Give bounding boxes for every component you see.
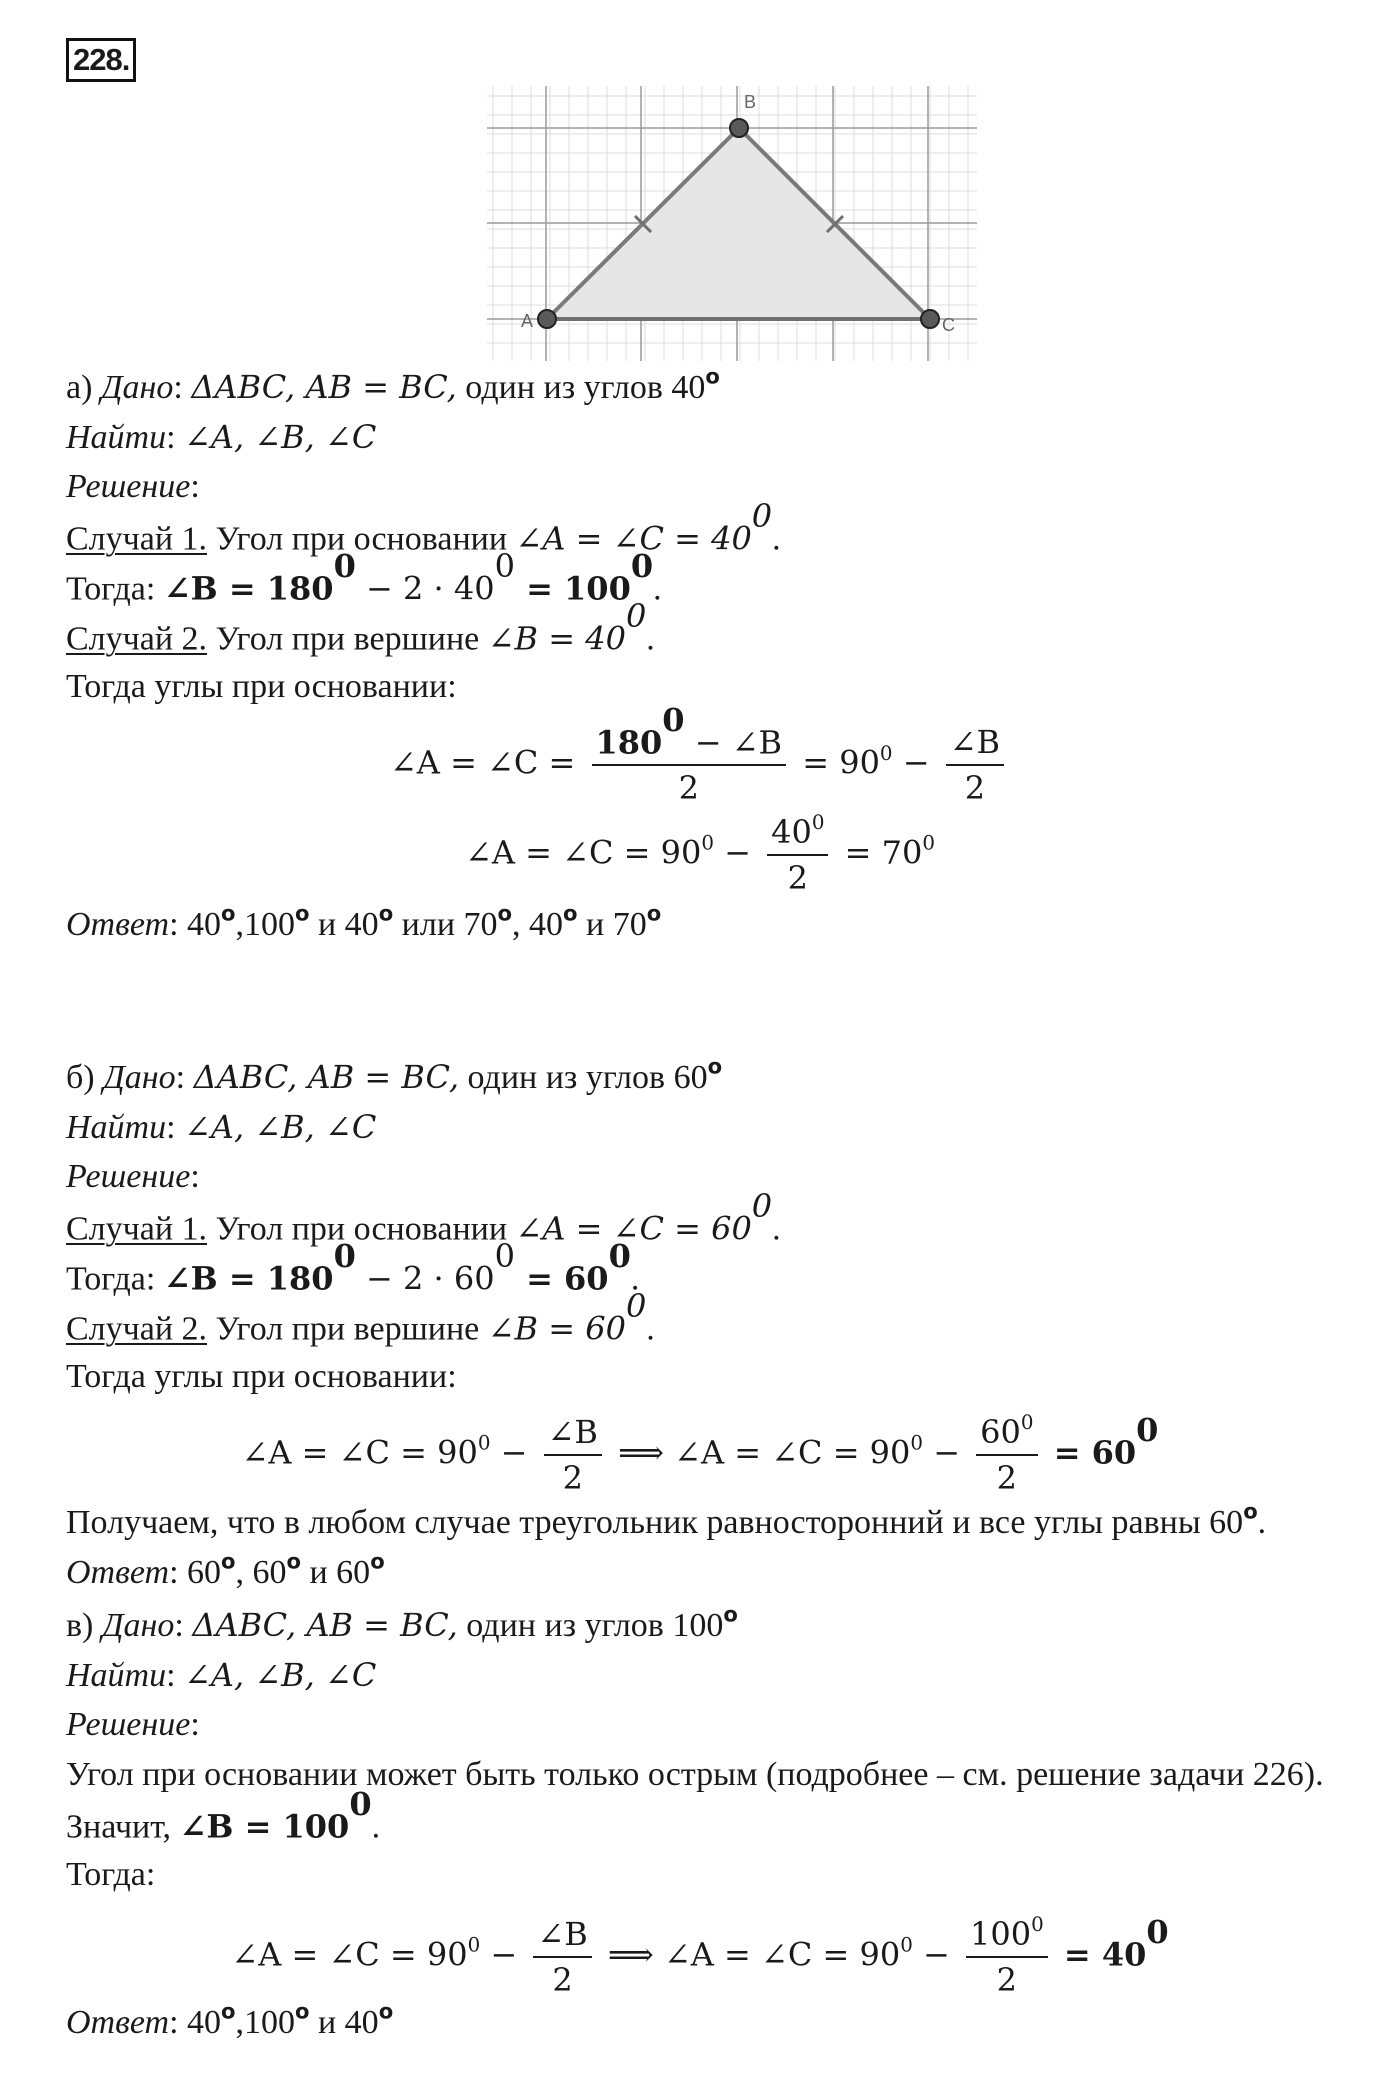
part-a-case2-text: Угол при вершине bbox=[207, 620, 488, 658]
conclusion-text: Получаем, что в любом случае треугольник равносторонний и все углы равны 60 bbox=[66, 1504, 1244, 1541]
answer-text: и 70 bbox=[577, 906, 647, 943]
formula-lhs: ∠A = ∠C = 90 bbox=[465, 833, 702, 872]
formula-rhs: = 60 bbox=[1053, 1433, 1137, 1472]
degree-zero: 0 bbox=[494, 547, 515, 585]
formula-lhs: ∠A = ∠C = 90 bbox=[231, 1935, 468, 1974]
part-a-formula-1 bbox=[0, 701, 1400, 810]
frac-num: ∠B bbox=[946, 720, 1004, 766]
part-a-prefix: а) bbox=[66, 369, 93, 406]
colon: : bbox=[190, 1706, 200, 1743]
part-a-base-angles: Тогда углы при основании: bbox=[66, 668, 457, 705]
triangle-figure bbox=[487, 86, 977, 361]
part-b-then-label: Тогда: bbox=[66, 1260, 164, 1298]
degree-zero: 0 bbox=[625, 597, 647, 635]
answer-text: и 40 bbox=[309, 2004, 379, 2041]
formula-mid: − bbox=[923, 1433, 960, 1472]
part-a-case1-label: Случай 1. bbox=[66, 520, 208, 558]
colon: : bbox=[174, 1607, 184, 1644]
frac-den: 2 bbox=[678, 769, 699, 808]
part-a-case1 bbox=[66, 497, 781, 560]
degree-symbol: o bbox=[1243, 1498, 1258, 1524]
part-a-answer bbox=[66, 900, 662, 946]
part-b-find-math: ∠A, ∠B, ∠C bbox=[184, 1108, 377, 1146]
part-a-answer-label: Ответ bbox=[66, 906, 170, 943]
part-c-acute: Угол при основании может быть только острым (подробнее – см. решение задачи 226). bbox=[66, 1756, 1324, 1793]
part-b-answer bbox=[66, 1548, 385, 1594]
hence-math: ∠B = 100 bbox=[179, 1807, 350, 1846]
frac-num: ∠B bbox=[544, 1410, 602, 1456]
part-a-formula-2 bbox=[0, 810, 1400, 900]
part-b-case1 bbox=[66, 1187, 781, 1250]
part-a-then-math-2: − 2 · 40 bbox=[355, 569, 495, 608]
part-a-find-label: Найти bbox=[66, 419, 167, 456]
part-c-then: Тогда: bbox=[66, 1856, 156, 1893]
part-c-find-label: Найти bbox=[66, 1657, 167, 1694]
fraction bbox=[533, 1912, 591, 2002]
answer-text: или 70 bbox=[393, 906, 498, 943]
fraction bbox=[966, 1912, 1048, 2002]
colon: : bbox=[175, 1059, 186, 1096]
degree-zero: 0 bbox=[900, 1933, 913, 1957]
part-a-case2-math: ∠B = 40 bbox=[487, 619, 626, 658]
degree-zero: 0 bbox=[1136, 1411, 1159, 1450]
formula-rhs: = 40 bbox=[1063, 1935, 1147, 1974]
formula-mid: = 90 bbox=[802, 743, 880, 782]
part-c-solution bbox=[66, 1704, 200, 1746]
part-a-then-math-3: = 100 bbox=[514, 569, 631, 608]
formula-lhs: ∠A = ∠C = 90 bbox=[241, 1433, 478, 1472]
part-c-given bbox=[66, 1601, 738, 1647]
answer-text: : 40 bbox=[169, 906, 222, 943]
degree-symbol: o bbox=[563, 900, 578, 926]
period: . bbox=[646, 1310, 655, 1348]
colon: : bbox=[190, 1158, 200, 1195]
period: . bbox=[630, 1260, 640, 1298]
part-a-given-text: один из углов 40 bbox=[456, 369, 706, 406]
part-a-solution bbox=[66, 466, 200, 508]
part-c-prefix: в) bbox=[66, 1607, 94, 1644]
period: . bbox=[772, 520, 781, 558]
answer-text: : 60 bbox=[169, 1554, 222, 1591]
answer-text: , 40 bbox=[512, 906, 564, 943]
fraction bbox=[946, 720, 1004, 810]
frac-den: 2 bbox=[996, 1961, 1018, 1999]
frac-num-tail: − ∠B bbox=[684, 723, 783, 762]
vertex-b-point bbox=[730, 119, 748, 137]
degree-symbol: o bbox=[370, 1548, 385, 1574]
part-b-then bbox=[66, 1237, 640, 1300]
formula-mid: − bbox=[912, 1935, 950, 1974]
answer-text: , 60 bbox=[235, 1554, 287, 1591]
degree-zero: 0 bbox=[494, 1237, 515, 1275]
part-c-given-text: один из углов 100 bbox=[457, 1607, 724, 1644]
part-b-find bbox=[66, 1106, 376, 1149]
formula-arrow: ⟹ ∠A = ∠C = 90 bbox=[607, 1935, 901, 1974]
part-c-answer bbox=[66, 1998, 394, 2044]
frac-num: ∠B bbox=[533, 1912, 591, 1958]
part-a-given bbox=[66, 363, 720, 409]
degree-zero: 0 bbox=[910, 1431, 924, 1455]
degree-zero: 0 bbox=[922, 831, 935, 855]
degree-symbol: o bbox=[497, 900, 513, 926]
degree-zero: 0 bbox=[333, 1237, 356, 1275]
part-b-given bbox=[66, 1053, 723, 1099]
formula-rhs: = 70 bbox=[844, 833, 923, 872]
part-b-case2 bbox=[66, 1287, 655, 1350]
formula-mid-tail: − bbox=[892, 743, 930, 782]
degree-symbol: o bbox=[707, 1053, 723, 1079]
part-b-solution-label: Решение bbox=[66, 1158, 191, 1195]
part-a-case1-text: Угол при основании bbox=[207, 520, 516, 558]
vertex-c-label: C bbox=[942, 315, 955, 335]
fraction bbox=[976, 1410, 1037, 1500]
part-b-case2-math: ∠B = 60 bbox=[487, 1309, 626, 1348]
answer-text: ,100 bbox=[235, 906, 295, 943]
degree-symbol: o bbox=[221, 900, 236, 926]
formula-mid: − bbox=[480, 1935, 518, 1974]
answer-text: ,100 bbox=[235, 2004, 295, 2041]
formula-mid: − bbox=[490, 1433, 528, 1472]
part-b-then-math: ∠B = 180 bbox=[163, 1259, 334, 1298]
part-a-then-label: Тогда: bbox=[66, 570, 164, 608]
part-b-conclusion bbox=[66, 1498, 1267, 1544]
period: . bbox=[1257, 1504, 1267, 1541]
part-b-case2-label: Случай 2. bbox=[66, 1310, 208, 1348]
vertex-b-label: B bbox=[744, 92, 757, 112]
period: . bbox=[653, 570, 662, 608]
degree-symbol: o bbox=[286, 1548, 301, 1574]
degree-symbol: o bbox=[295, 1998, 310, 2024]
degree-symbol: o bbox=[378, 900, 394, 926]
frac-num: 100 bbox=[969, 1915, 1032, 1953]
colon: : bbox=[166, 1657, 176, 1694]
part-a-then bbox=[66, 547, 662, 610]
part-a-case2-label: Случай 2. bbox=[66, 620, 208, 658]
degree-zero: 0 bbox=[701, 831, 714, 855]
degree-zero: 0 bbox=[630, 547, 654, 585]
frac-den: 2 bbox=[552, 1961, 573, 1999]
colon: : bbox=[190, 468, 200, 505]
degree-zero: 0 bbox=[349, 1785, 372, 1823]
part-c-given-math: ΔABC, AB = BC, bbox=[192, 1606, 458, 1644]
degree-symbol: o bbox=[705, 363, 720, 389]
degree-symbol: o bbox=[221, 1998, 236, 2024]
degree-symbol: o bbox=[295, 900, 310, 926]
part-c-formula bbox=[0, 1912, 1400, 2002]
part-c-given-label: Дано bbox=[101, 1607, 175, 1644]
part-c-solution-label: Решение bbox=[66, 1706, 191, 1743]
part-a-case1-math: ∠A = ∠C = 40 bbox=[515, 519, 752, 558]
degree-zero: 0 bbox=[625, 1287, 647, 1325]
part-c-answer-label: Ответ bbox=[66, 2004, 170, 2041]
part-b-given-text: один из углов 60 bbox=[459, 1059, 708, 1096]
part-a-case2 bbox=[66, 597, 655, 660]
degree-zero: 0 bbox=[477, 1431, 491, 1455]
part-a-given-label: Дано bbox=[100, 369, 174, 406]
part-c-find-math: ∠A, ∠B, ∠C bbox=[184, 1656, 377, 1694]
degree-zero: 0 bbox=[811, 811, 825, 835]
answer-text: и 60 bbox=[300, 1554, 371, 1591]
part-b-then-math-3: = 60 bbox=[514, 1259, 609, 1298]
answer-text: : 40 bbox=[169, 2004, 222, 2041]
degree-zero: 0 bbox=[1146, 1913, 1169, 1952]
part-b-answer-label: Ответ bbox=[66, 1554, 170, 1591]
fraction bbox=[544, 1410, 602, 1500]
vertex-c-point bbox=[921, 310, 939, 328]
part-a-given-math: ΔABC, AB = BC, bbox=[191, 368, 457, 406]
degree-zero: 0 bbox=[751, 497, 773, 535]
part-b-given-label: Дано bbox=[103, 1059, 176, 1096]
colon: : bbox=[166, 419, 176, 456]
frac-num: 40 bbox=[771, 813, 812, 851]
part-a-find bbox=[66, 416, 376, 459]
part-b-base-angles: Тогда углы при основании: bbox=[66, 1358, 457, 1395]
formula-lhs: ∠A = ∠C = bbox=[389, 743, 576, 782]
frac-den: 2 bbox=[964, 769, 986, 808]
problem-number: 228. bbox=[66, 38, 136, 82]
part-c-find bbox=[66, 1654, 376, 1697]
part-b-given-math: ΔABC, AB = BC, bbox=[193, 1058, 459, 1096]
fraction bbox=[767, 810, 828, 900]
degree-zero: 0 bbox=[333, 547, 356, 585]
part-b-case1-math: ∠A = ∠C = 60 bbox=[515, 1209, 752, 1248]
period: . bbox=[772, 1210, 781, 1248]
part-b-case1-label: Случай 1. bbox=[66, 1210, 208, 1248]
frac-num: 60 bbox=[980, 1413, 1021, 1451]
formula-arrow: ⟹ ∠A = ∠C = 90 bbox=[618, 1433, 911, 1472]
degree-symbol: o bbox=[646, 900, 662, 926]
degree-zero: 0 bbox=[467, 1933, 481, 1957]
degree-zero: 0 bbox=[608, 1237, 631, 1275]
fraction bbox=[592, 701, 787, 810]
part-a-solution-label: Решение bbox=[66, 468, 191, 505]
colon: : bbox=[166, 1109, 176, 1146]
part-b-find-label: Найти bbox=[66, 1109, 167, 1146]
hence-text: Значит, bbox=[66, 1808, 180, 1846]
part-a-then-math: ∠B = 180 bbox=[163, 569, 334, 608]
degree-symbol: o bbox=[723, 1601, 738, 1627]
part-b-prefix: б) bbox=[66, 1059, 95, 1096]
part-b-then-math-2: − 2 · 60 bbox=[355, 1259, 495, 1298]
frac-num: 180 bbox=[595, 723, 663, 762]
frac-den: 2 bbox=[996, 1459, 1018, 1497]
part-b-solution bbox=[66, 1156, 200, 1198]
degree-zero: 0 bbox=[751, 1187, 773, 1225]
part-b-case1-text: Угол при основании bbox=[207, 1210, 516, 1248]
formula-mid: − bbox=[713, 833, 751, 872]
vertex-a-point bbox=[538, 310, 556, 328]
part-b-case2-text: Угол при вершине bbox=[207, 1310, 488, 1348]
period: . bbox=[371, 1808, 381, 1846]
degree-symbol: o bbox=[221, 1548, 236, 1574]
degree-zero: 0 bbox=[1031, 1913, 1044, 1937]
vertex-a-label: A bbox=[521, 311, 534, 331]
part-a-find-math: ∠A, ∠B, ∠C bbox=[184, 418, 377, 456]
answer-text: и 40 bbox=[309, 906, 379, 943]
part-c-hence bbox=[66, 1785, 381, 1848]
degree-zero: 0 bbox=[662, 701, 685, 739]
colon: : bbox=[173, 369, 183, 406]
frac-den: 2 bbox=[787, 859, 808, 897]
period: . bbox=[646, 620, 655, 658]
degree-symbol: o bbox=[378, 1998, 394, 2024]
degree-zero: 0 bbox=[879, 741, 893, 765]
part-b-formula bbox=[0, 1410, 1400, 1500]
frac-den: 2 bbox=[562, 1459, 583, 1497]
degree-zero: 0 bbox=[1020, 1411, 1034, 1435]
